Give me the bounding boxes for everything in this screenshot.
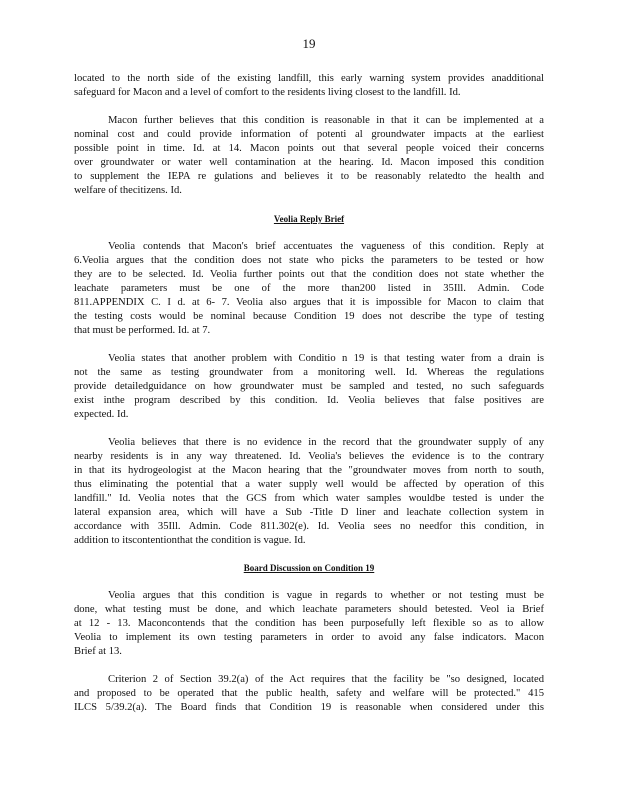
text-line: nearby residents is in any way threatened. Id. Veolia's believes the evidence is to the contrary [74, 451, 544, 462]
text-line: safeguard for Macon and a level of comfort to the residents living closest to the landfill. Id. [74, 87, 461, 98]
section-heading [0, 563, 618, 573]
text-line: Veolia believes that there is no evidence in the record that the groundwater supply of any [108, 437, 544, 448]
text-line: 6.Veolia argues that the condition does not state who picks the parameters to be tested or how [74, 255, 544, 266]
text-line: and proposed to be operated that the public health, safety and welfare will be protected." 415 [74, 688, 544, 699]
section-heading [0, 214, 618, 224]
text-line: Macon further believes that this condition is reasonable in that it can be implemented at a [108, 115, 544, 126]
text-line: landfill." Id. Veolia notes that the GCS from which water samples wouldbe tested is under the [74, 493, 544, 504]
section-heading-text: Veolia Reply Brief [273, 214, 345, 224]
text-line: provide detailedguidance on how groundwater must be sampled and tested, no such safeguards [74, 381, 544, 392]
text-line: exist inthe program described by this condition. Id. Veolia believes that false positives are [74, 395, 544, 406]
page-number: 19 [302, 36, 316, 51]
text-line: Criterion 2 of Section 39.2(a) of the Act requires that the facility be "so designed, located [108, 674, 544, 685]
text-line: located to the north side of the existing landfill, this early warning system provides anadditional [74, 73, 544, 84]
text-line: leachate parameters must be one of the more than200 listed in 35Ill. Admin. Code [74, 283, 544, 294]
text-line: not the same as testing groundwater from a monitoring well. Id. Whereas the regulations [74, 367, 544, 378]
text-line: in that its hydrogeologist at the Macon hearing that the "groundwater moves from north to south, [74, 465, 544, 476]
text-line: expected. Id. [74, 409, 129, 420]
text-line: to supplement the IEPA re gulations and believes it to be reasonably relatedto the health and [74, 171, 544, 182]
text-line: Brief at 13. [74, 646, 122, 657]
text-line: Veolia contends that Macon's brief accentuates the vagueness of this condition. Reply at [108, 241, 544, 252]
text-line: accordance with 35Ill. Admin. Code 811.302(e). Id. Veolia sees no needfor this condition, in [74, 521, 544, 532]
text-line: over groundwater or water well contamination at the hearing. Id. Macon imposed this condition [74, 157, 544, 168]
text-line: Veolia to implement its own testing parameters in order to avoid any false indicators. Macon [74, 632, 544, 643]
text-line: done, what testing must be done, and which leachate parameters should betested. Veol ia Brief [74, 604, 544, 615]
text-line: Veolia states that another problem with Conditio n 19 is that testing water from a drain is [108, 353, 544, 364]
text-line: welfare of thecitizens. Id. [74, 185, 182, 196]
section-heading-text: Board Discussion on Condition 19 [243, 563, 375, 573]
text-line: thus eliminating the potential that a water supply well would be affected by operation of this [74, 479, 544, 490]
text-line: possible point in time. Id. at 14. Macon points out that several people voiced their concerns [74, 143, 544, 154]
text-line: the testing costs would be nominal because Condition 19 does not describe the type of testing [74, 311, 544, 322]
text-line: ILCS 5/39.2(a). The Board finds that Condition 19 is reasonable when considered under this [74, 702, 544, 713]
text-line: at 12 - 13. Maconcontends that the condition has been purposefully left flexible so as to allow [74, 618, 544, 629]
text-line: they are to be selected. Id. Veolia further points out that the condition does not state whether the [74, 269, 544, 280]
text-line: nominal cost and could provide information of potenti al groundwater impacts at the earliest [74, 129, 544, 140]
text-line: 811.APPENDIX C. I d. at 6- 7. Veolia also argues that it is impossible for Macon to claim that [74, 297, 544, 308]
text-line: lateral expansion area, which will have a Sub -Title D liner and leachate collection system in [74, 507, 544, 518]
text-line: that must be performed. Id. at 7. [74, 325, 211, 336]
text-line: addition to itscontentionthat the condition is vague. Id. [74, 535, 306, 546]
text-line: Veolia argues that this condition is vague in regards to whether or not testing must be [108, 590, 544, 601]
